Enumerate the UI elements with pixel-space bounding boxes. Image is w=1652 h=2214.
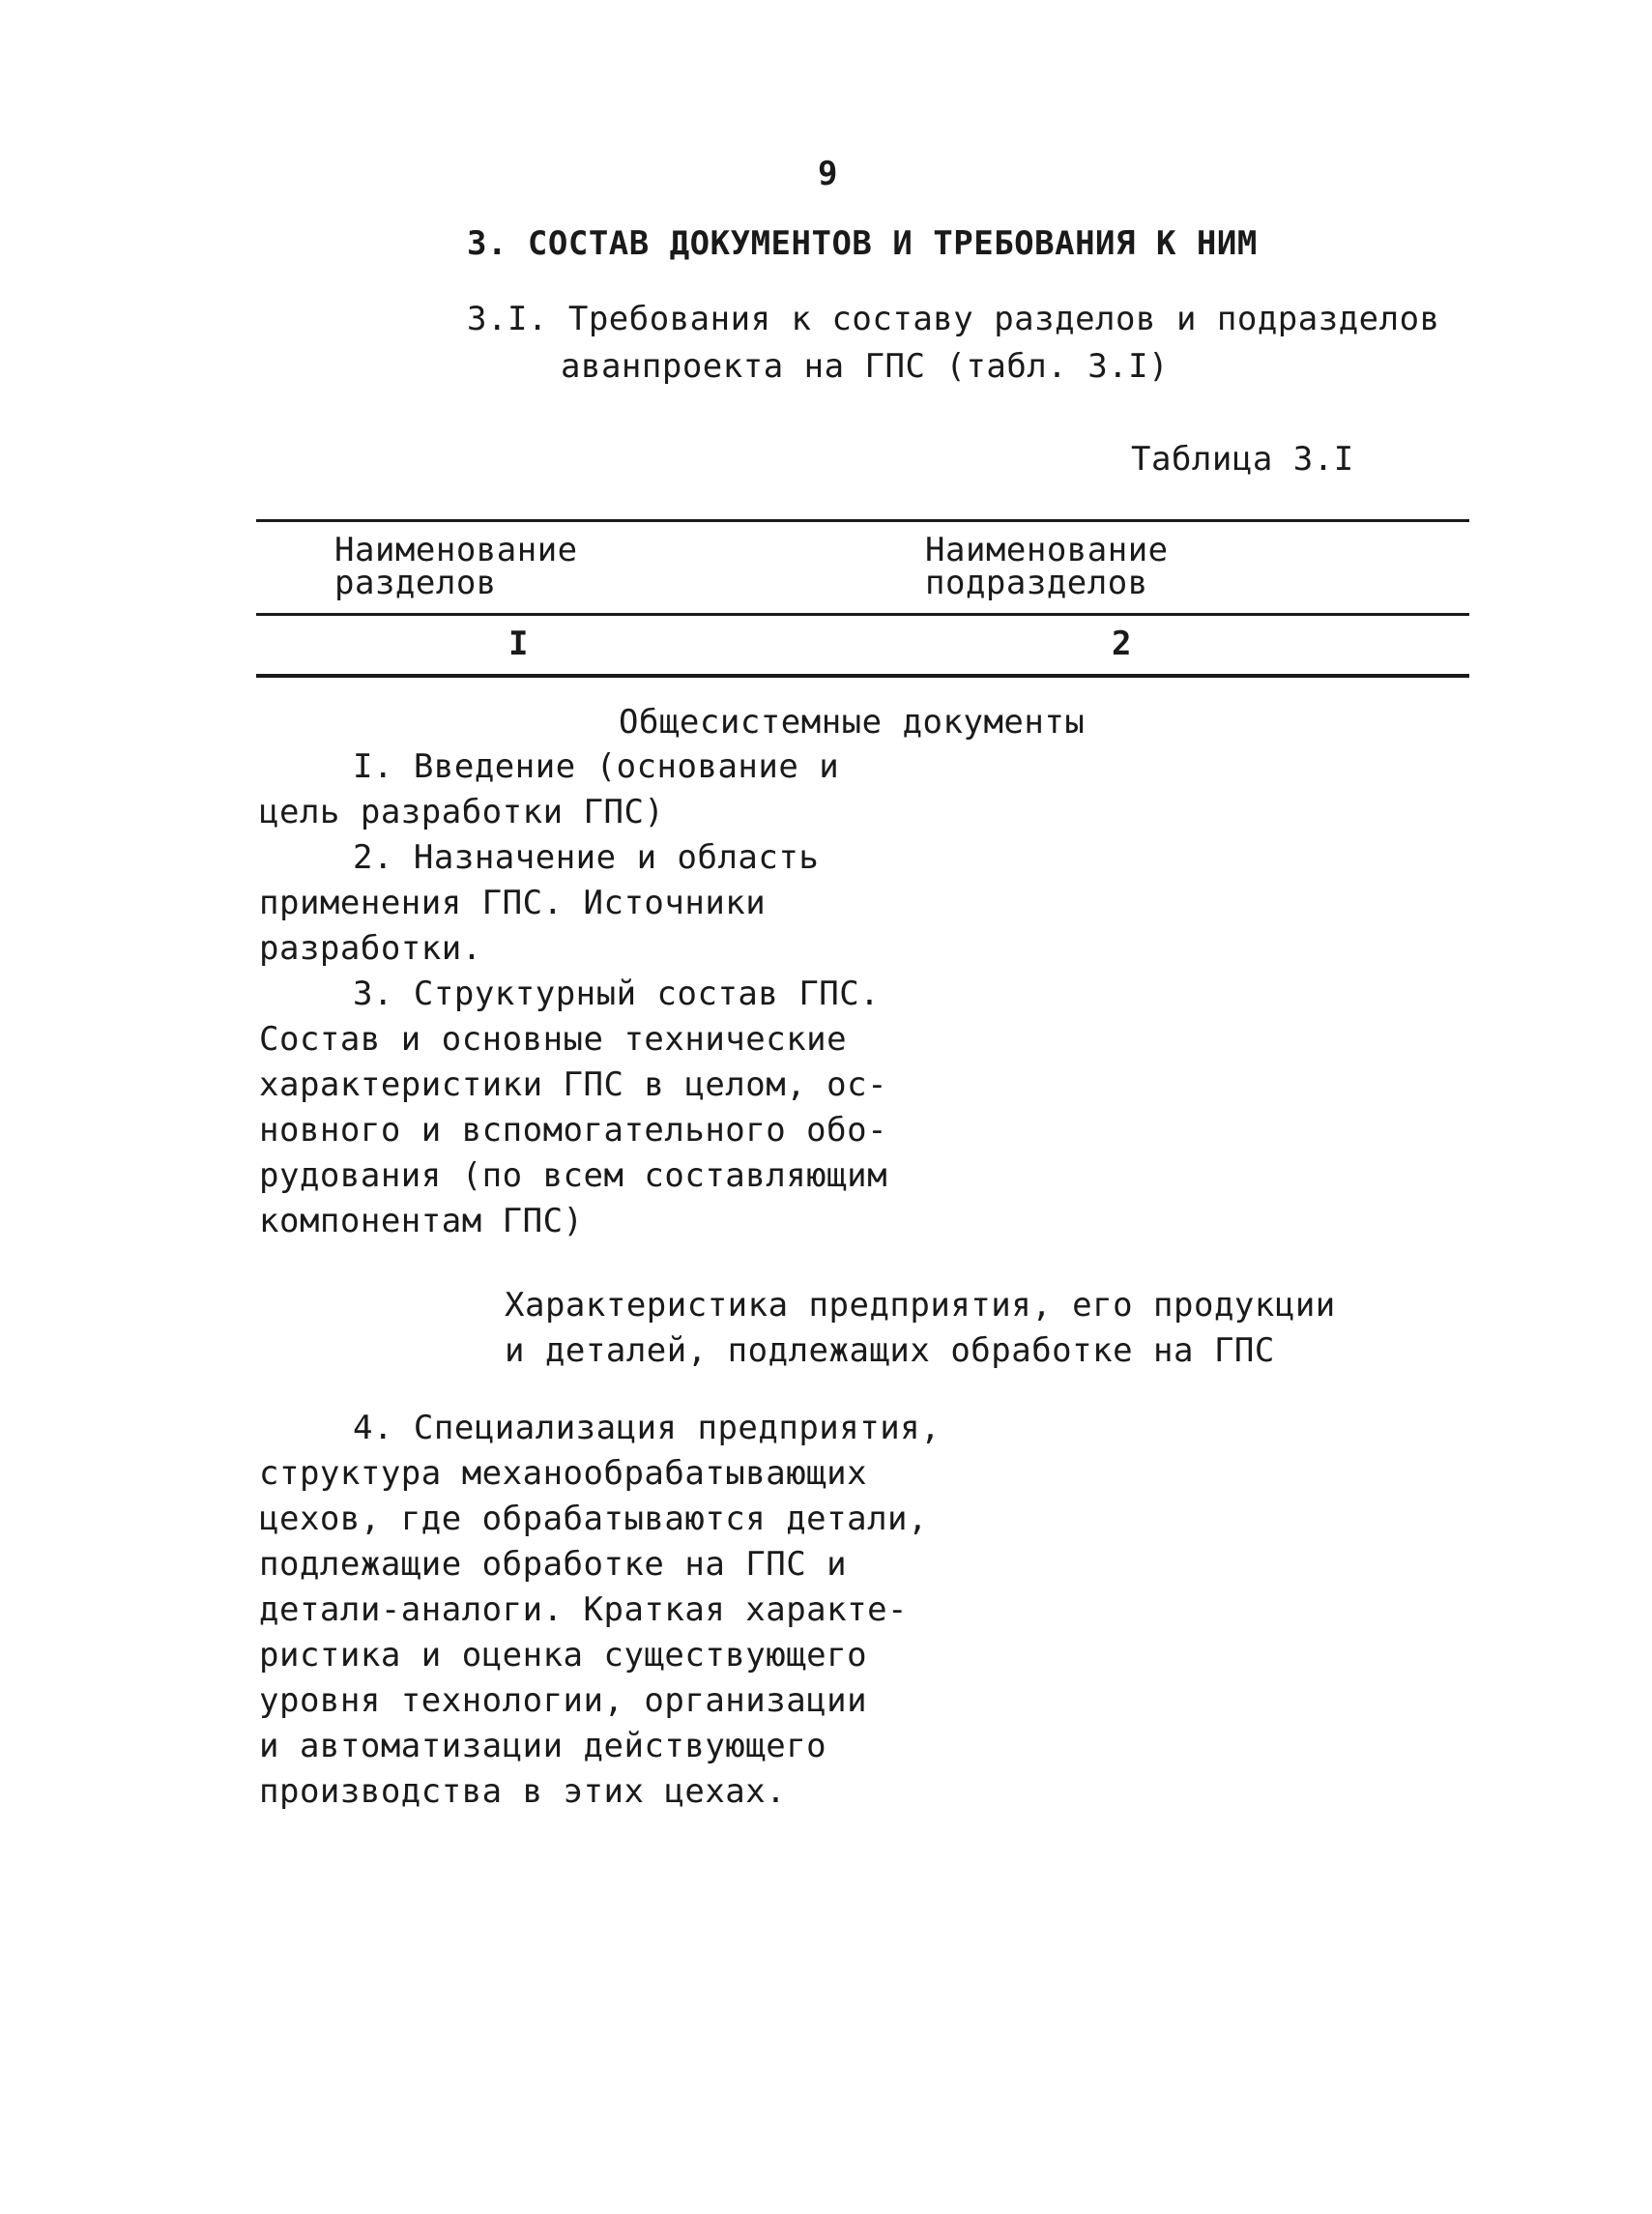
entry-line: характеристики ГПС в целом, ос- (259, 1065, 888, 1104)
group-title-enterprise-line-2: и деталей, подлежащих обработке на ГПС (505, 1331, 1275, 1370)
header-col-1-line-2: разделов (334, 564, 497, 602)
entry-line: применения ГПС. Источники (259, 884, 767, 922)
entry-line: рудования (по всем составляющим (259, 1156, 888, 1195)
column-number-2: 2 (1112, 625, 1132, 663)
table-numbers-rule (256, 674, 1469, 678)
page-number: 9 (818, 155, 838, 193)
entry-line: 3. Структурный состав ГПС. (353, 975, 881, 1013)
entry-line: новного и вспомогательного обо- (259, 1111, 888, 1150)
header-col-1-line-1: Наименование (334, 531, 578, 569)
entry-line: детали-аналоги. Краткая характе- (259, 1590, 909, 1629)
section-heading: 3. СОСТАВ ДОКУМЕНТОВ И ТРЕБОВАНИЯ К НИМ (467, 224, 1258, 263)
header-col-2-line-1: Наименование (925, 531, 1169, 569)
entry-line: структура механообрабатывающих (259, 1454, 868, 1493)
column-number-1: I (508, 625, 529, 663)
entry-line: и автоматизации действующего (259, 1727, 827, 1765)
header-col-2-line-2: подразделов (925, 564, 1148, 602)
table-label: Таблица 3.I (1131, 440, 1354, 479)
subsection-title-line-1: 3.I. Требования к составу разделов и подразделов (467, 300, 1440, 338)
group-title-system-documents: Общесистемные документы (619, 703, 1086, 742)
entry-line: разработки. (259, 929, 482, 968)
entry-line: производства в этих цехах. (259, 1772, 787, 1811)
entry-line: уровня технологии, организации (259, 1681, 868, 1720)
entry-line: Состав и основные технические (259, 1020, 848, 1059)
entry-line: 4. Специализация предприятия, (353, 1409, 942, 1447)
table-top-rule (256, 519, 1469, 522)
entry-line: цель разработки ГПС) (259, 793, 665, 831)
entry-line: I. Введение (основание и (353, 747, 840, 786)
entry-line: 2. Назначение и область (353, 838, 820, 877)
group-title-enterprise-line-1: Характеристика предприятия, его продукции (505, 1286, 1336, 1325)
entry-line: ристика и оценка существующего (259, 1636, 868, 1675)
entry-line: подлежащие обработке на ГПС и (259, 1545, 848, 1584)
table-header-rule (256, 613, 1469, 616)
entry-line: цехов, где обрабатываются детали, (259, 1500, 929, 1538)
subsection-title-line-2: аванпроекта на ГПС (табл. 3.I) (561, 347, 1170, 386)
entry-line: компонентам ГПС) (259, 1202, 584, 1240)
